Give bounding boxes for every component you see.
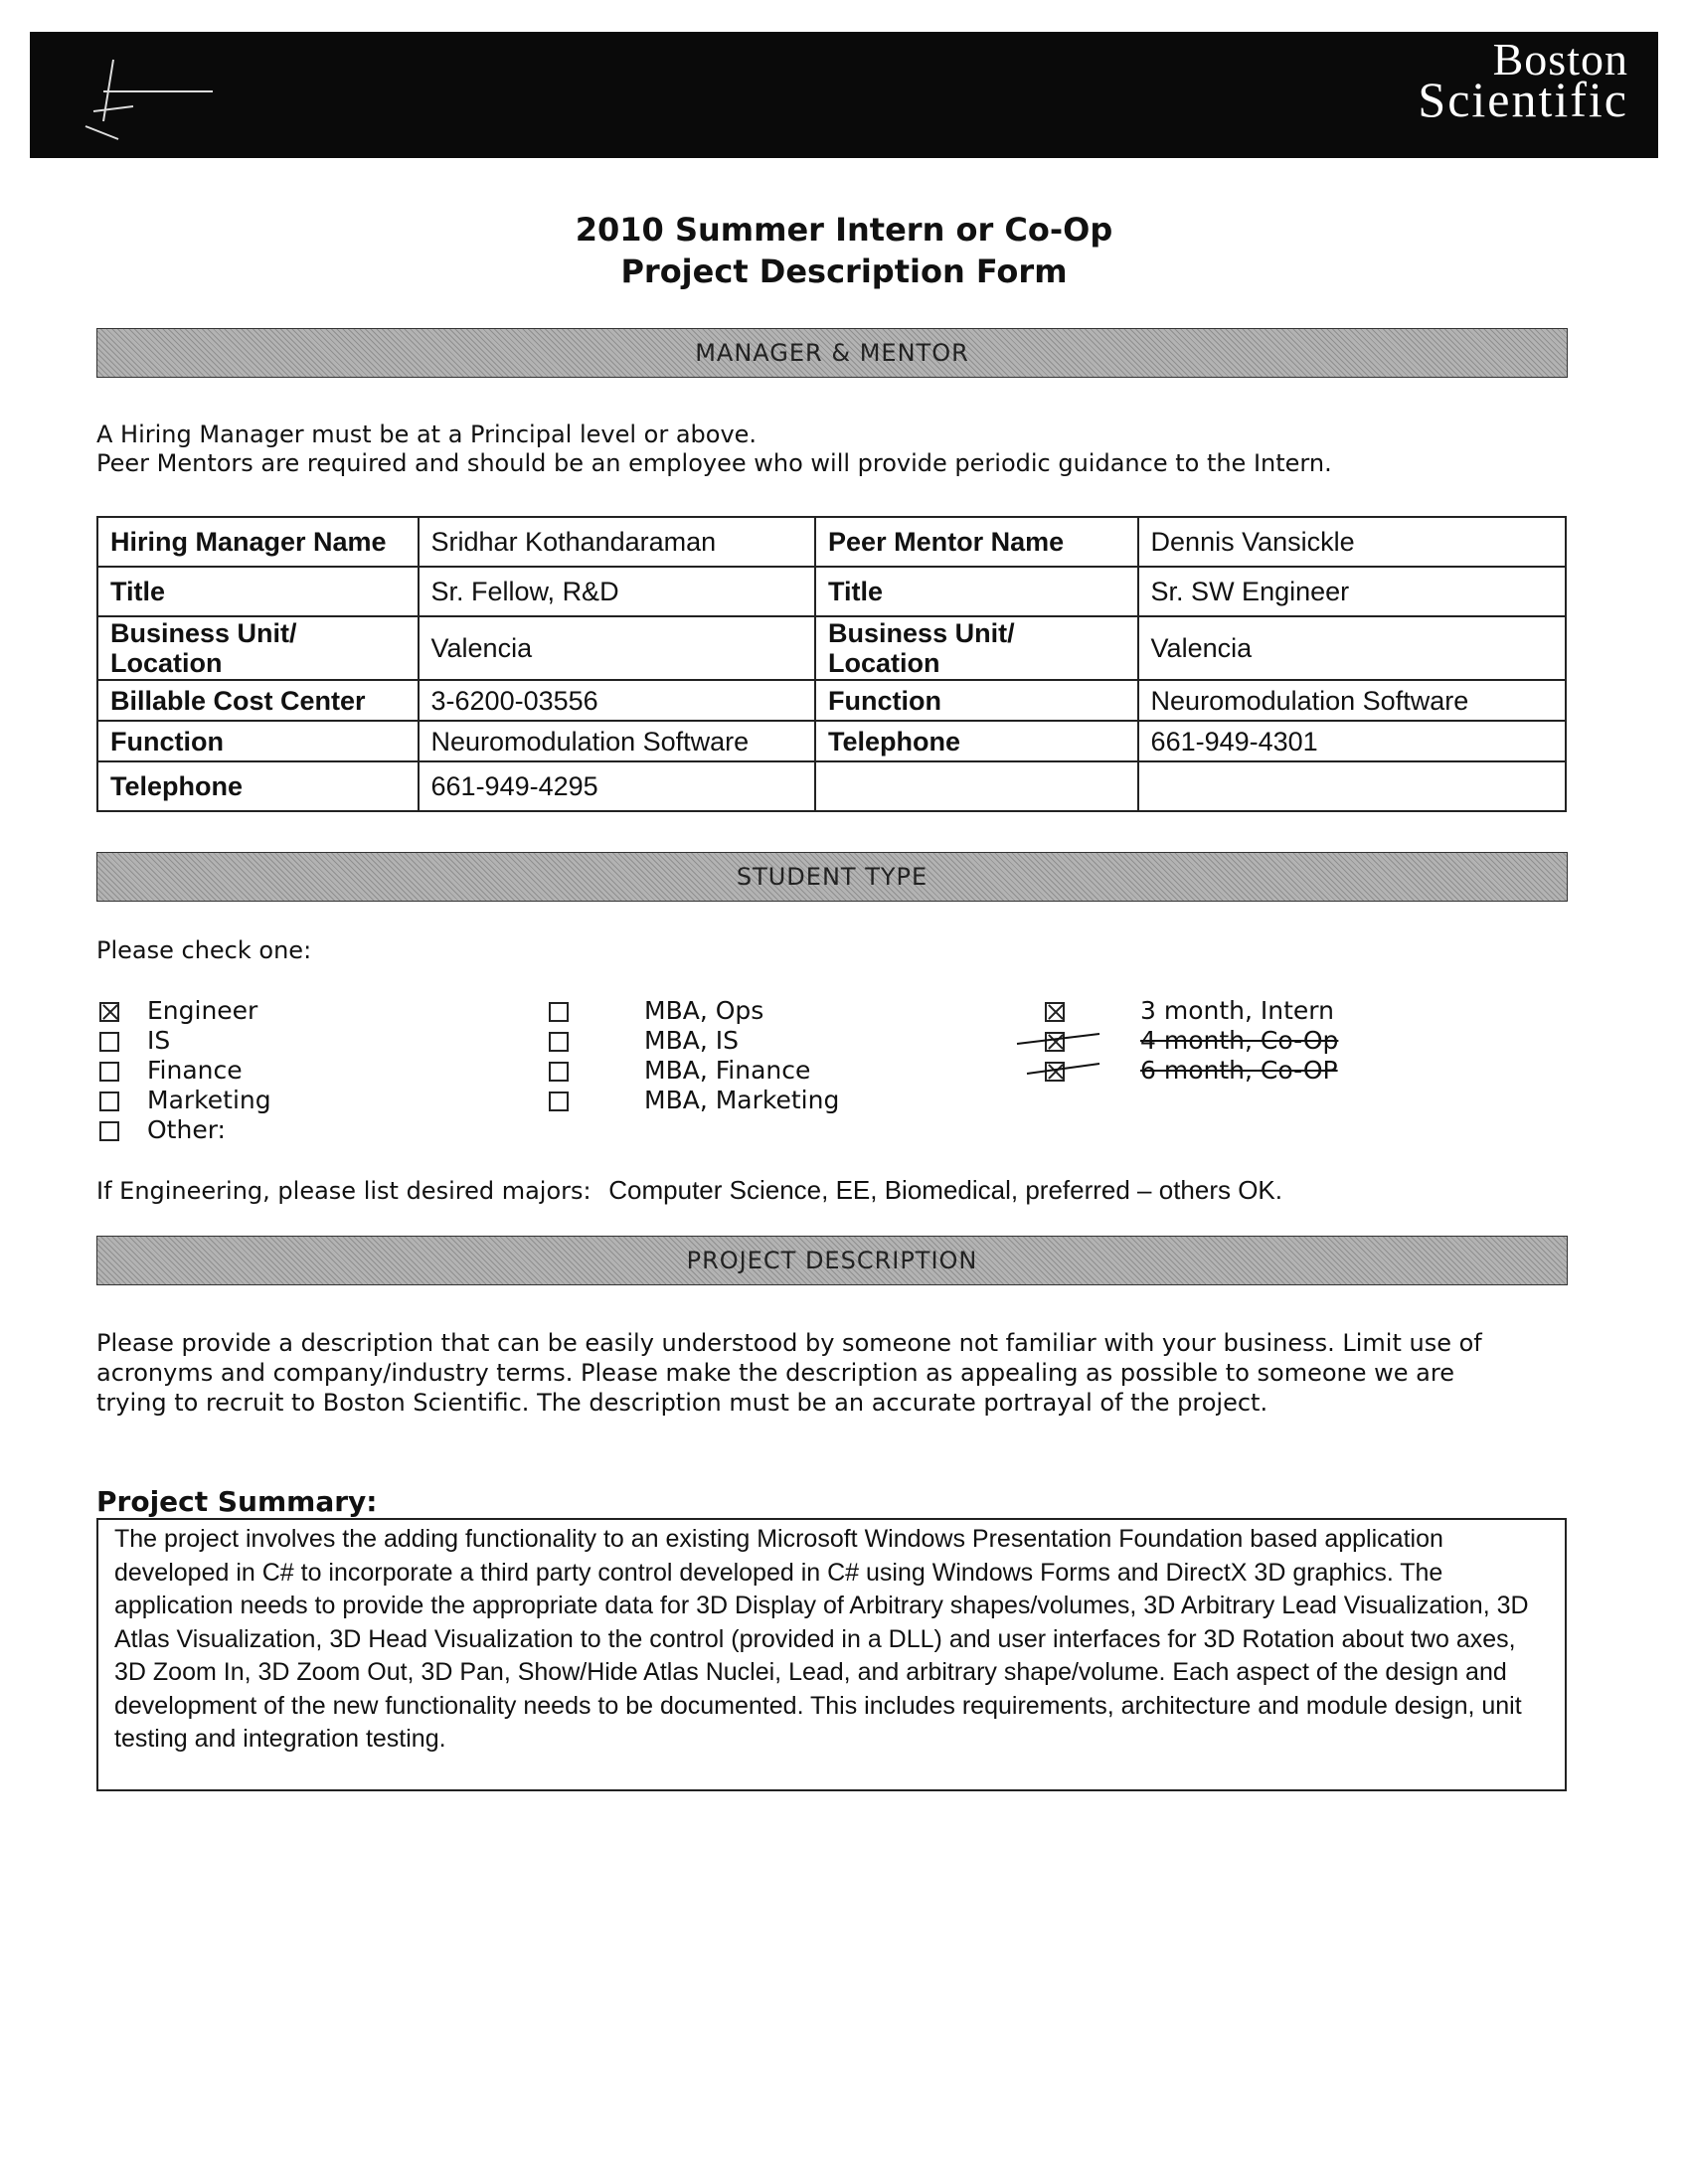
- project-summary-text: The project involves the adding functionality to an existing Microsoft Windows Presentation Foundation based application developed in C# to incorporate a third party control developed in C# using Windows Forms and DirectX 3D graphics. The application needs to provide the appropriate data for 3D Display of Arbitrary shapes/volumes, 3D Arbitrary Lead Visualization, 3D Atlas Visualization, 3D Head Visualization to the control (provided in a DLL) and user interfaces for 3D Rotation about two axes, 3D Zoom In, 3D Zoom Out, 3D Pan, Show/Hide Atlas Nuclei, Lead, and arbitrary shape/volume. Each aspect of the design and development of the new functionality needs to be documented. This includes requirements, architecture and module design, unit testing and integration testing.: [114, 1525, 1529, 1753]
- table-row: [97, 567, 1566, 616]
- table-row: [97, 517, 1566, 567]
- manager-telephone-label: Telephone: [97, 761, 419, 811]
- logo-line1: Boston: [1492, 34, 1628, 84]
- checkbox-row-mba-marketing: [549, 1086, 946, 1115]
- strike-mark-icon: [1025, 1060, 1104, 1080]
- is-label: IS: [147, 1026, 171, 1055]
- mentor-function-value: Neuromodulation Software: [1138, 680, 1566, 721]
- form-title-line1: 2010 Summer Intern or Co-Op: [575, 211, 1113, 249]
- mba-marketing-label: MBA, Marketing: [644, 1086, 840, 1114]
- billable-cost-center-label: Billable Cost Center: [97, 680, 419, 721]
- marketing-checkbox[interactable]: [99, 1092, 119, 1111]
- strike-mark-icon: [1015, 1030, 1104, 1050]
- empty-cell: [815, 761, 1138, 811]
- section-heading-project-description: PROJECT DESCRIPTION: [96, 1236, 1568, 1285]
- desired-majors-line: [96, 1175, 1588, 1206]
- empty-cell: [1138, 761, 1566, 811]
- mentor-business-unit-label: Business Unit/ Location: [815, 616, 1138, 680]
- project-summary-heading: Project Summary:: [96, 1485, 378, 1518]
- checkbox-row-mba-ops: [549, 996, 946, 1026]
- duration-column: [1045, 996, 1462, 1086]
- marketing-label: Marketing: [147, 1086, 271, 1114]
- checkbox-row-is: [99, 1026, 497, 1056]
- mentor-telephone-value: 661-949-4301: [1138, 721, 1566, 761]
- desired-majors-value: Computer Science, EE, Biomedical, preferred – others OK.: [608, 1175, 1283, 1205]
- checkbox-row-finance: [99, 1056, 497, 1086]
- manager-business-unit-value: Valencia: [419, 616, 816, 680]
- checkbox-row-6-month: [1045, 1056, 1462, 1086]
- table-row: [97, 616, 1566, 680]
- mba-ops-checkbox[interactable]: [549, 1002, 569, 1022]
- scanner-mark-icon: [74, 52, 223, 141]
- table-row: [97, 761, 1566, 811]
- 4-month-coop-label: 4 month, Co-Op: [1140, 1026, 1339, 1055]
- student-type-column-1: [99, 996, 497, 1145]
- other-label: Other:: [147, 1115, 226, 1144]
- mba-finance-label: MBA, Finance: [644, 1056, 811, 1085]
- manager-function-label: Function: [97, 721, 419, 761]
- 3-month-intern-checkbox[interactable]: [1045, 1002, 1065, 1022]
- mentor-title-value: Sr. SW Engineer: [1138, 567, 1566, 616]
- company-logo: [1418, 34, 1628, 127]
- mba-ops-label: MBA, Ops: [644, 996, 764, 1025]
- mba-finance-checkbox[interactable]: [549, 1062, 569, 1082]
- engineer-checkbox[interactable]: [99, 1002, 119, 1022]
- form-title: [0, 209, 1688, 292]
- checkbox-row-other: [99, 1115, 497, 1145]
- checkbox-row-marketing: [99, 1086, 497, 1115]
- manager-title-value: Sr. Fellow, R&D: [419, 567, 816, 616]
- manager-title-label: Title: [97, 567, 419, 616]
- manager-note-2: Peer Mentors are required and should be an employee who will provide periodic guidance to the Intern.: [96, 449, 1332, 477]
- manager-note-1: A Hiring Manager must be at a Principal level or above.: [96, 420, 758, 448]
- mba-is-label: MBA, IS: [644, 1026, 739, 1055]
- project-summary-box: [96, 1518, 1567, 1791]
- table-row: [97, 680, 1566, 721]
- project-instructions: Please provide a description that can be easily understood by someone not familiar with your business. Limit use of acronyms and company/industry terms. Please make the description as appealing as possible to someone we are trying to recruit to Boston Scientific. The description must be an accurate portrayal of the project.: [96, 1329, 1482, 1417]
- finance-checkbox[interactable]: [99, 1062, 119, 1082]
- logo-line2: Scientific: [1418, 72, 1628, 127]
- checkbox-row-4-month: [1045, 1026, 1462, 1056]
- student-type-column-2: [549, 996, 946, 1115]
- manager-mentor-table: [96, 516, 1567, 812]
- mentor-function-label: Function: [815, 680, 1138, 721]
- mba-marketing-checkbox[interactable]: [549, 1092, 569, 1111]
- billable-cost-center-value: 3-6200-03556: [419, 680, 816, 721]
- manager-business-unit-label: Business Unit/ Location: [97, 616, 419, 680]
- check-one-prompt: Please check one:: [96, 936, 312, 964]
- mba-is-checkbox[interactable]: [549, 1032, 569, 1052]
- other-checkbox[interactable]: [99, 1121, 119, 1141]
- header-banner: [30, 32, 1658, 158]
- table-row: [97, 721, 1566, 761]
- 6-month-coop-label: 6 month, Co-OP: [1140, 1056, 1338, 1085]
- engineer-label: Engineer: [147, 996, 258, 1025]
- section-heading-student-type: STUDENT TYPE: [96, 852, 1568, 902]
- form-title-line2: Project Description Form: [620, 252, 1068, 290]
- desired-majors-label: If Engineering, please list desired majors:: [96, 1177, 591, 1205]
- finance-label: Finance: [147, 1056, 243, 1085]
- checkbox-row-mba-is: [549, 1026, 946, 1056]
- manager-function-value: Neuromodulation Software: [419, 721, 816, 761]
- mentor-business-unit-value: Valencia: [1138, 616, 1566, 680]
- 3-month-intern-label: 3 month, Intern: [1140, 996, 1334, 1025]
- checkbox-row-3-month: [1045, 996, 1462, 1026]
- hiring-manager-name-value: Sridhar Kothandaraman: [419, 517, 816, 567]
- section-heading-manager-mentor: MANAGER & MENTOR: [96, 328, 1568, 378]
- mentor-title-label: Title: [815, 567, 1138, 616]
- is-checkbox[interactable]: [99, 1032, 119, 1052]
- hiring-manager-name-label: Hiring Manager Name: [97, 517, 419, 567]
- peer-mentor-name-label: Peer Mentor Name: [815, 517, 1138, 567]
- manager-telephone-value: 661-949-4295: [419, 761, 816, 811]
- mentor-telephone-label: Telephone: [815, 721, 1138, 761]
- peer-mentor-name-value: Dennis Vansickle: [1138, 517, 1566, 567]
- checkbox-row-engineer: [99, 996, 497, 1026]
- checkbox-row-mba-finance: [549, 1056, 946, 1086]
